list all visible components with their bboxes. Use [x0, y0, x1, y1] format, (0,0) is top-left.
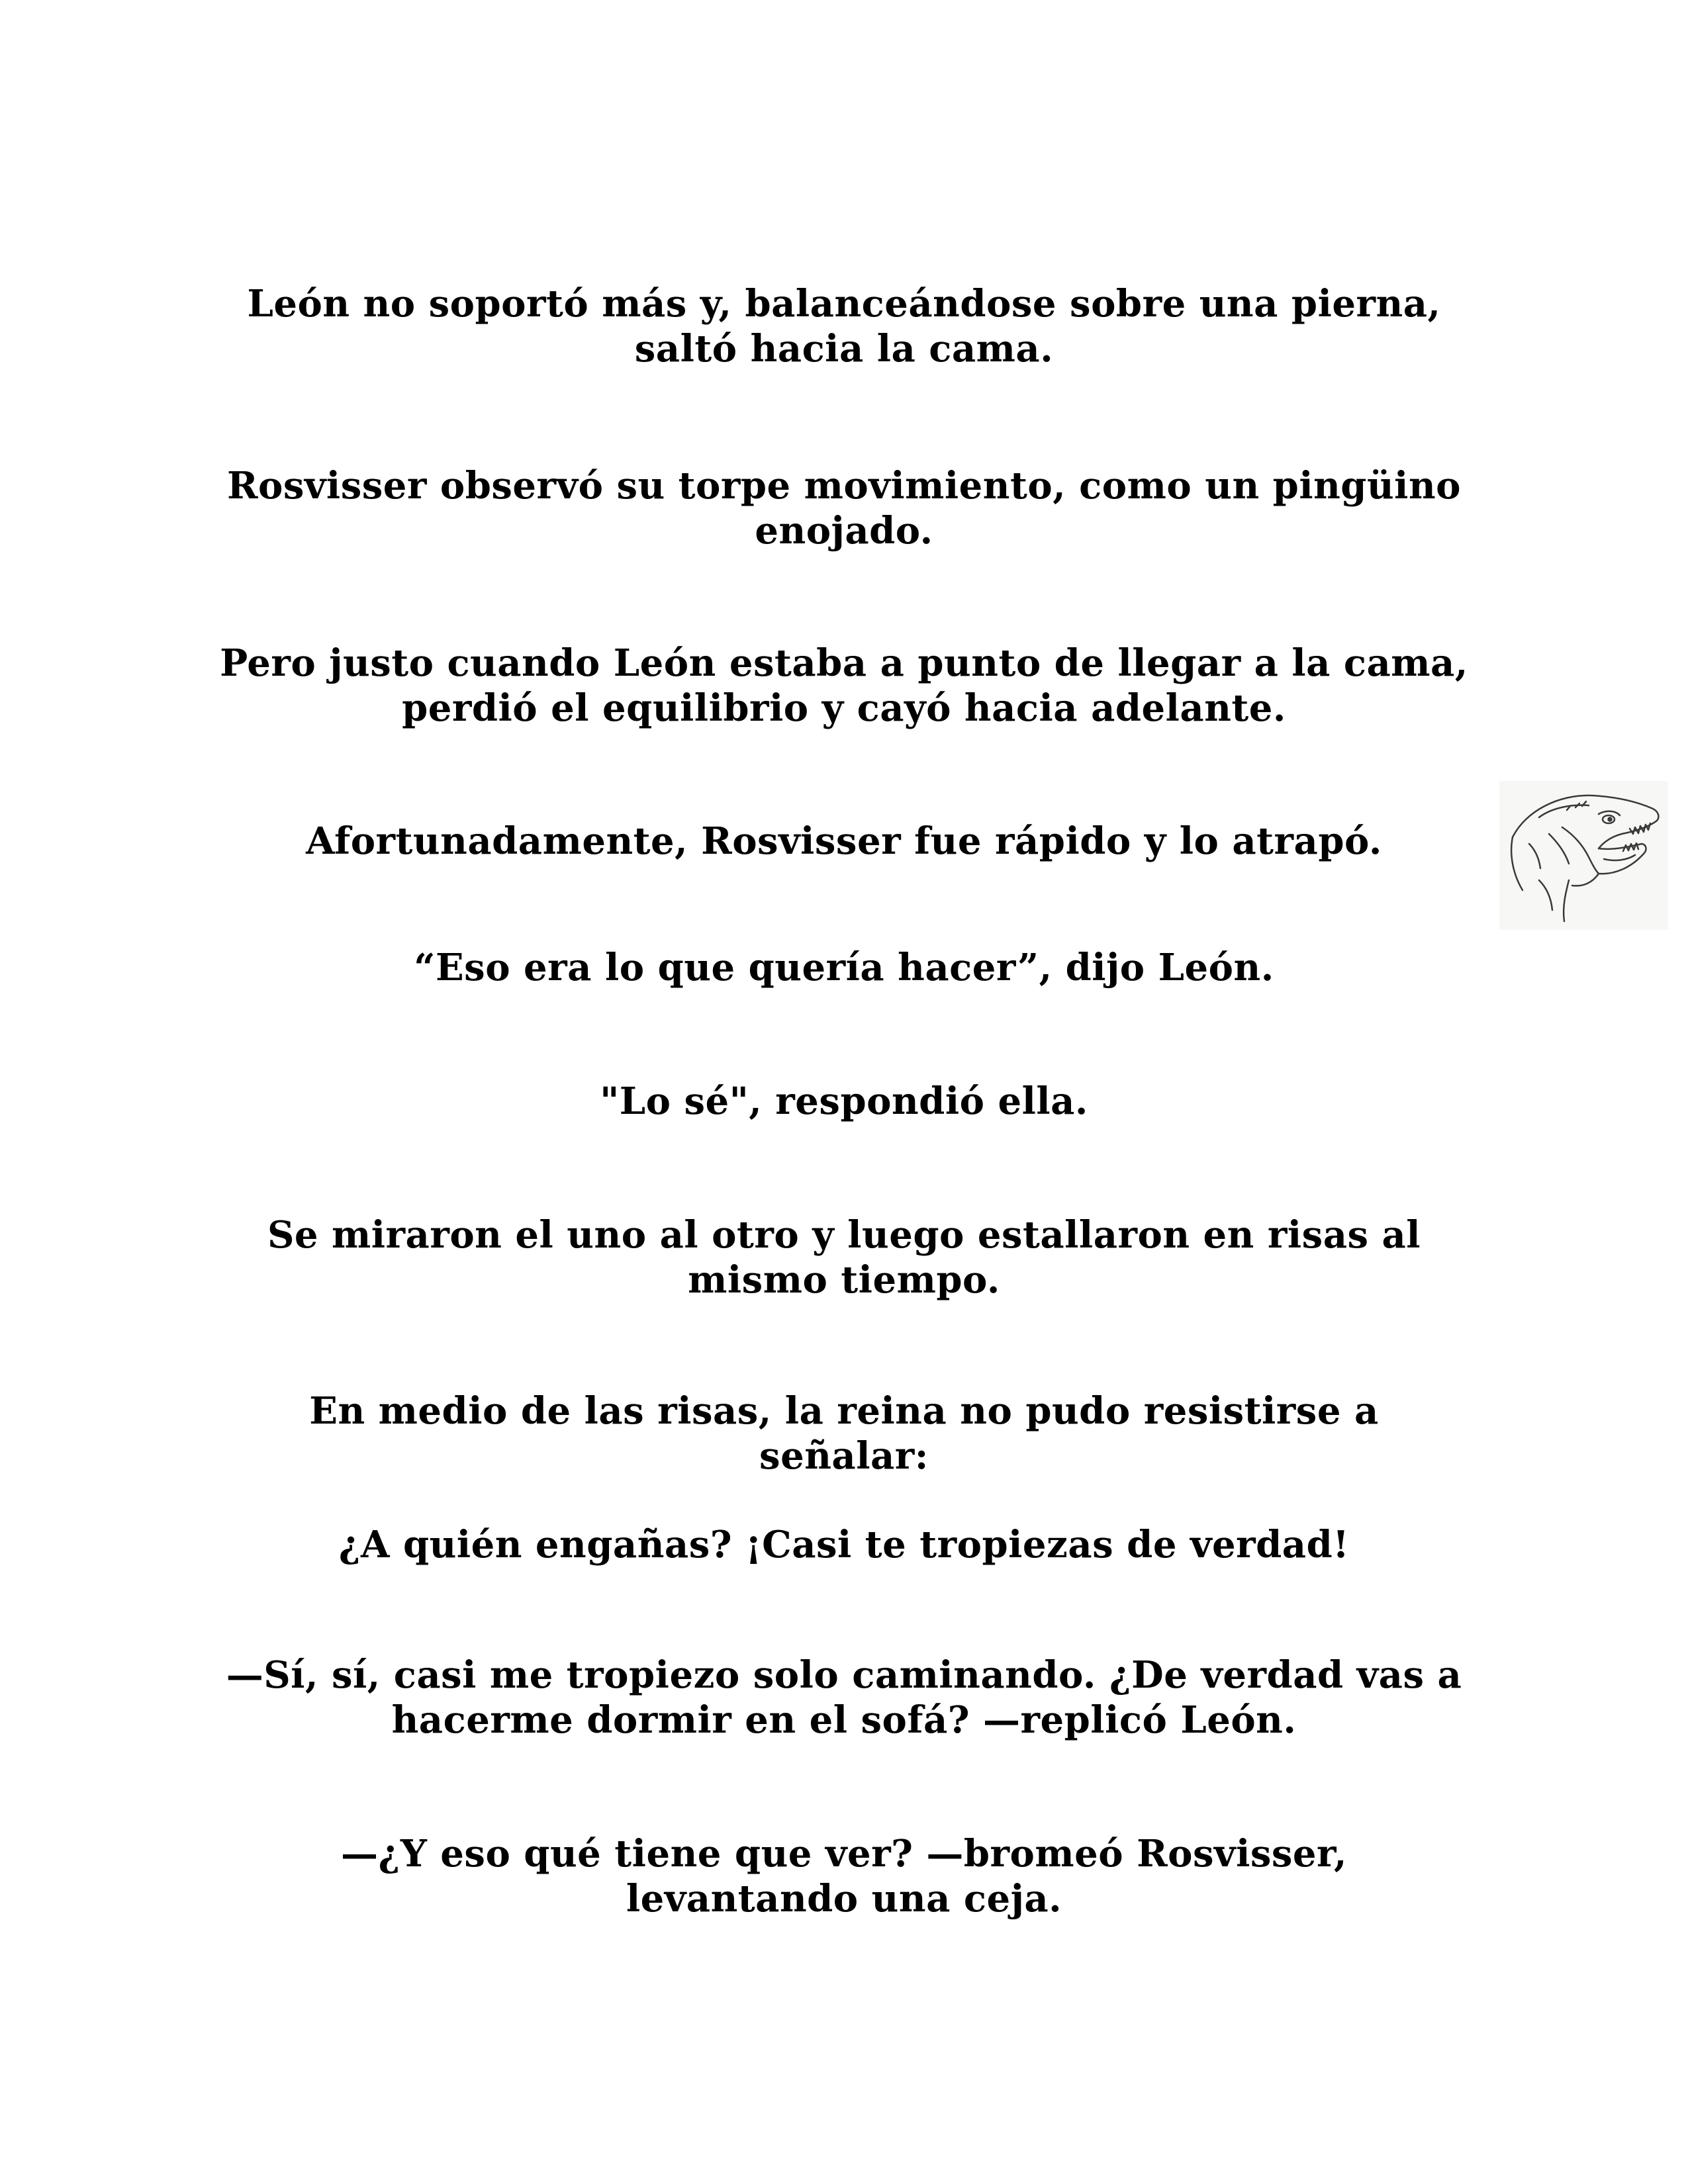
paragraph-10: —Sí, sí, casi me tropiezo solo caminando. ¿De verdad vas a hacerme dormir en el sofá? —replicó León. — [226, 1653, 1462, 1742]
dinosaur-head-sketch-icon — [1499, 781, 1668, 930]
paragraph-9: ¿A quién engañas? ¡Casi te tropiezas de verdad! — [338, 1523, 1350, 1567]
paragraph-4: Afortunadamente, Rosvisser fue rápido y lo atrapó. — [306, 819, 1382, 863]
paragraph-8: En medio de las risas, la reina no pudo resistirse a señalar: — [309, 1389, 1379, 1478]
paragraph-3: Pero justo cuando León estaba a punto de llegar a la cama, perdió el equilibrio y cayó hacia adelante. — [220, 641, 1468, 730]
paragraph-1: León no soportó más y, balanceándose sobre una pierna, saltó hacia la cama. — [247, 282, 1441, 371]
paragraph-5: “Eso era lo que quería hacer”, dijo León. — [414, 946, 1274, 989]
paragraph-7: Se miraron el uno al otro y luego estallaron en risas al mismo tiempo. — [267, 1213, 1421, 1302]
paragraph-11: —¿Y eso qué tiene que ver? —bromeó Rosvisser, levantando una ceja. — [341, 1832, 1347, 1921]
paragraph-2: Rosvisser observó su torpe movimiento, como un pingüino enojado. — [226, 464, 1462, 553]
paragraph-6: "Lo sé", respondió ella. — [600, 1079, 1088, 1123]
